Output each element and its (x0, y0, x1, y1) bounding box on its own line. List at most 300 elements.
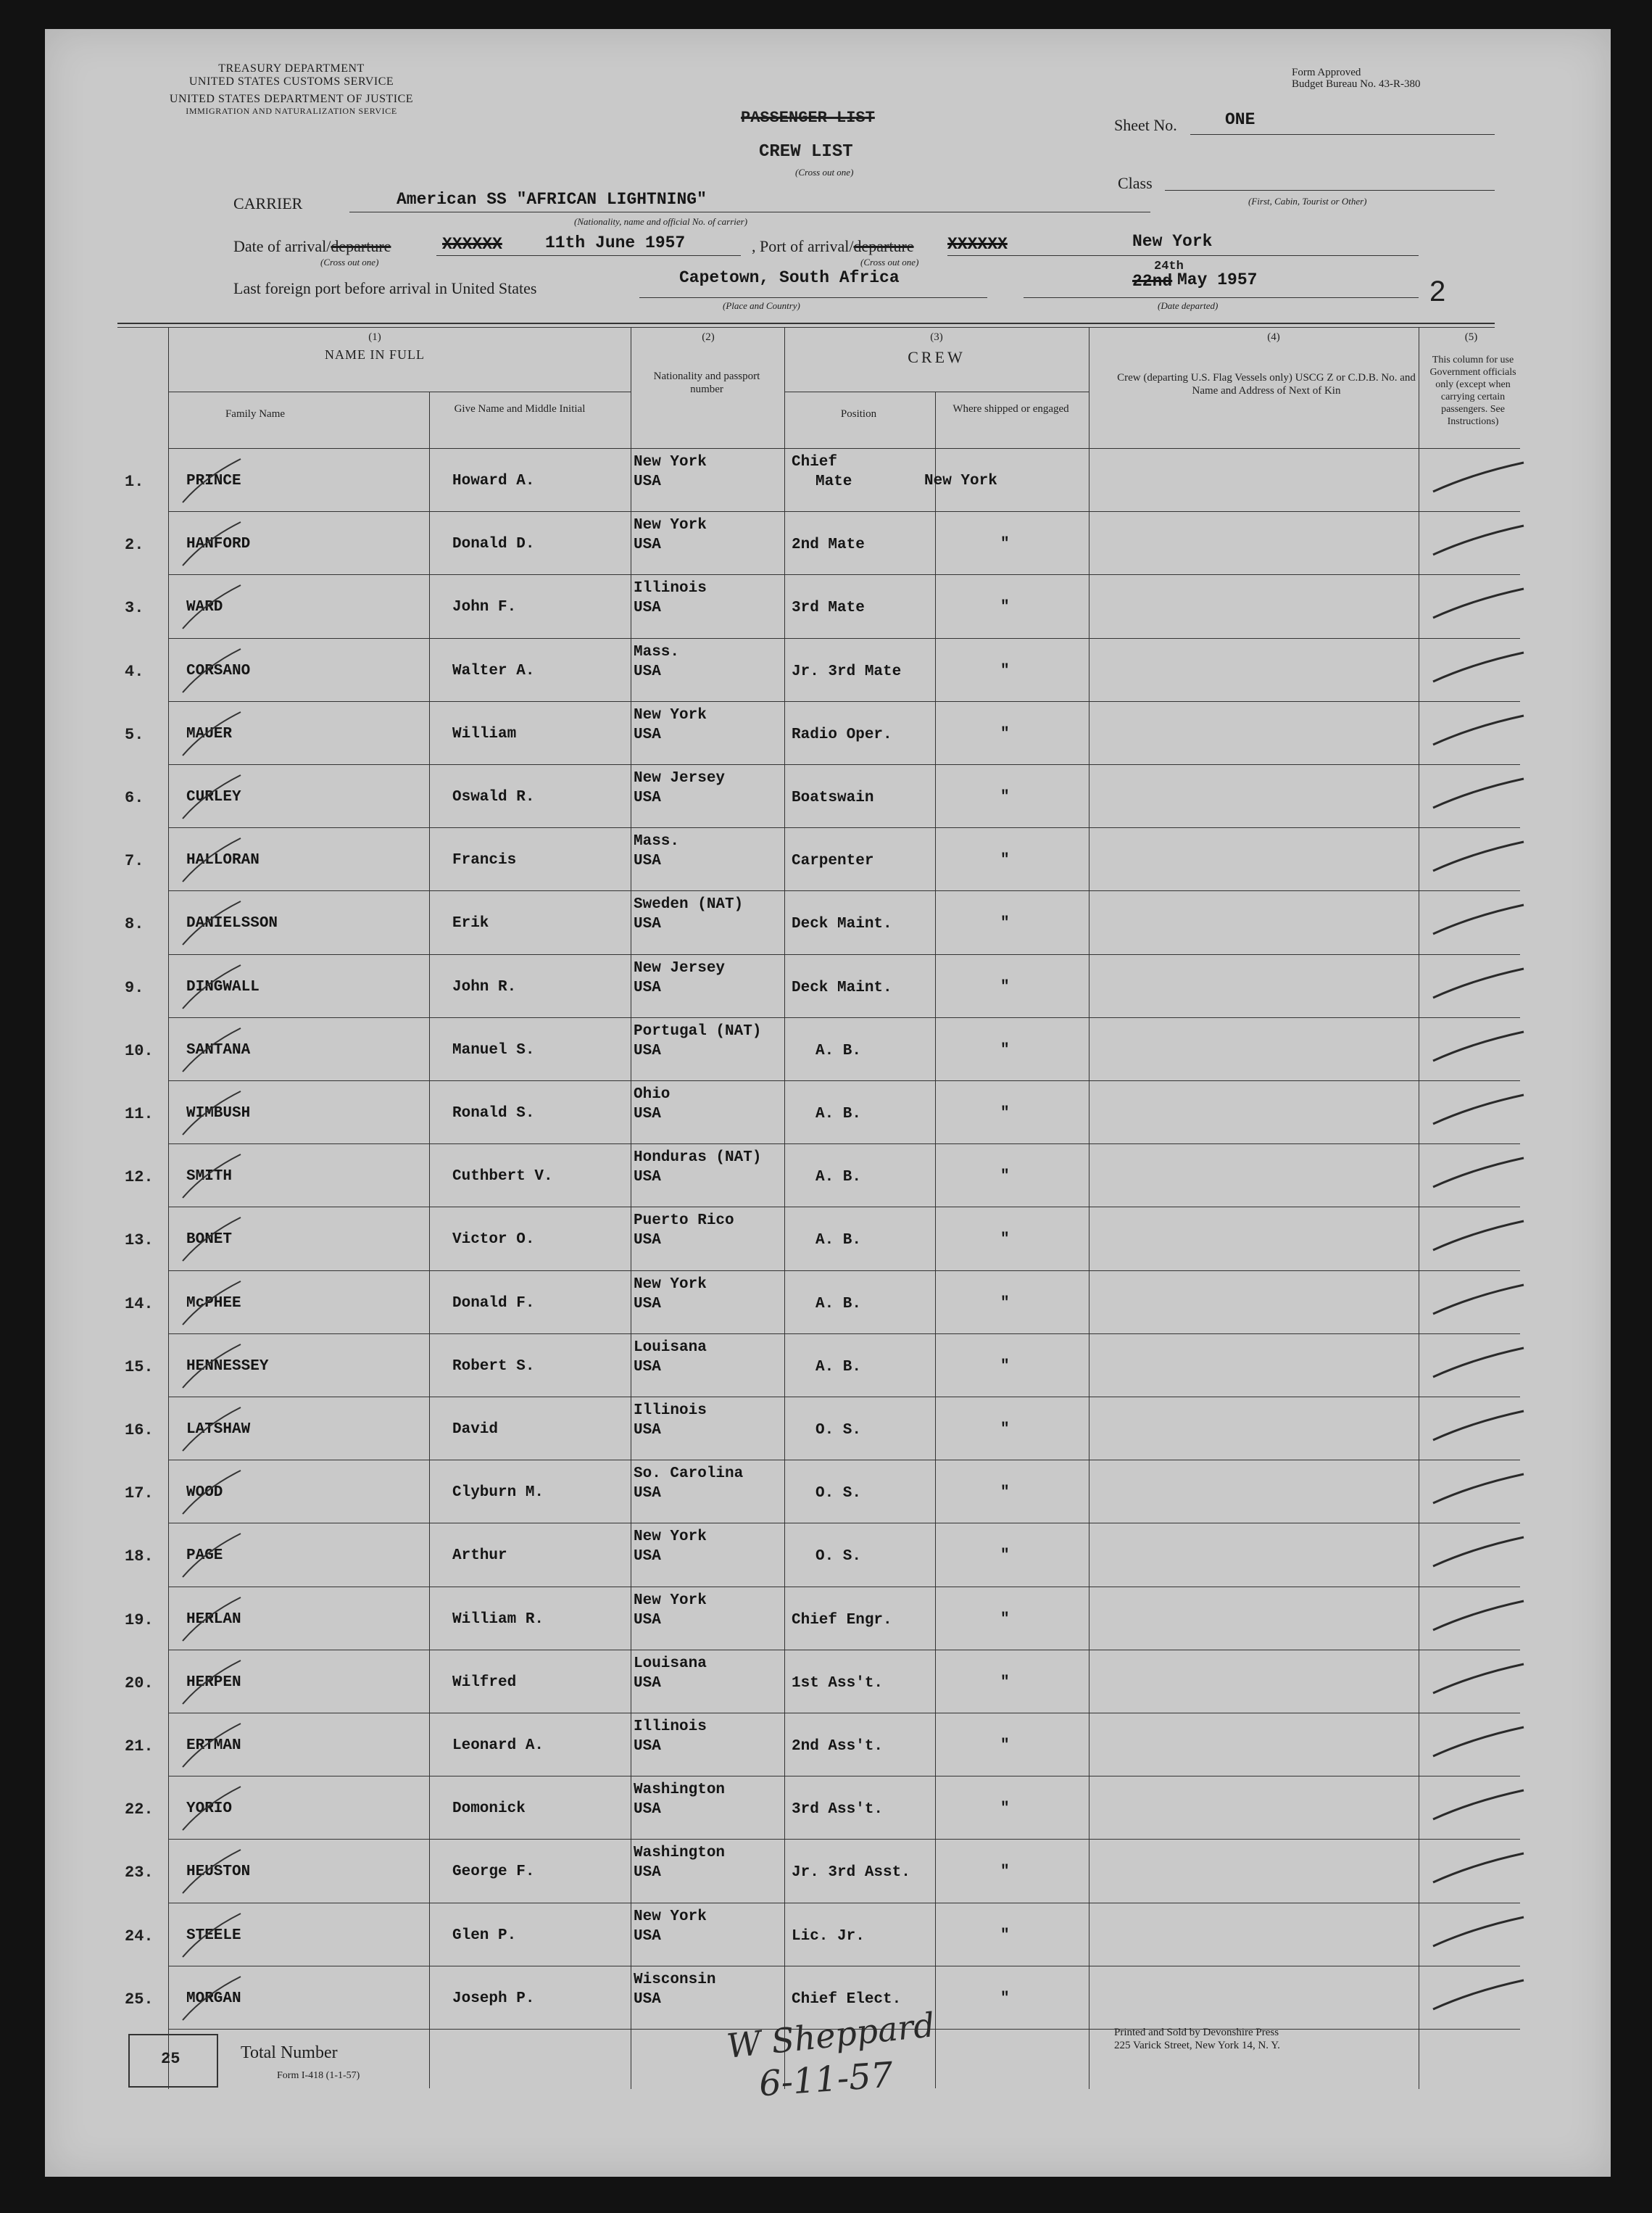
passport-country: USA (634, 1548, 661, 1565)
nationality: Louisana (634, 1655, 707, 1672)
review-tick-mark (1429, 961, 1531, 1005)
given-name: Victor O. (452, 1231, 535, 1249)
review-tick-mark (1429, 1151, 1531, 1194)
given-name: Francis (452, 852, 517, 869)
position: O. S. (815, 1485, 862, 1502)
row-number: 10. (125, 1041, 154, 1060)
table-row (45, 574, 1611, 637)
given-name: Donald D. (452, 536, 535, 553)
position: Carpenter (792, 853, 874, 870)
given-name: William R. (452, 1610, 544, 1628)
check-slash-mark (175, 898, 335, 948)
title-crew-list: CREW LIST (759, 142, 853, 162)
crew-list-document (45, 29, 1611, 2177)
position: O. S. (815, 1422, 862, 1439)
family-name: SANTANA (186, 1041, 251, 1059)
total-value: 25 (161, 2050, 180, 2068)
family-name: ERTMAN (186, 1737, 241, 1754)
passport-country: USA (634, 1990, 661, 2008)
check-slash-mark (175, 1214, 335, 1265)
page-mark: 2 (1429, 276, 1446, 307)
table-row (45, 764, 1611, 827)
nationality: Illinois (634, 1718, 707, 1735)
family-name: HERPEN (186, 1674, 241, 1691)
last-port-note: (Place and Country) (723, 300, 800, 311)
port-arrival-struck: XXXXXX (947, 235, 1008, 254)
table-row (45, 1903, 1611, 1966)
given-name: Wilfred (452, 1674, 517, 1691)
position: Radio Oper. (792, 726, 892, 743)
last-port-label: Last foreign port before arrival in United States (233, 279, 537, 297)
row-number: 14. (125, 1294, 154, 1313)
position: 3rd Mate (792, 600, 865, 617)
row-number: 15. (125, 1357, 154, 1376)
where-shipped: " (1000, 1990, 1010, 2007)
check-slash-mark (175, 518, 335, 569)
family-name: HANFORD (186, 536, 251, 553)
position: Chief Engr. (792, 1611, 892, 1629)
nationality: Washington (634, 1782, 726, 1799)
table-row (45, 1333, 1611, 1397)
review-tick-mark (1429, 645, 1531, 689)
review-tick-mark (1429, 582, 1531, 625)
check-slash-mark (175, 1846, 335, 1897)
position: Boatswain (792, 790, 874, 806)
port-arrival-label: , Port of arrival/departure (752, 237, 914, 255)
row-number: 20. (125, 1674, 154, 1692)
family-name: PRINCE (186, 473, 241, 489)
position: A. B. (815, 1358, 862, 1376)
carrier-value: American SS "AFRICAN LIGHTNING" (397, 190, 707, 209)
given-name: Walter A. (452, 662, 535, 679)
row-number: 25. (125, 1990, 154, 2009)
position: 1st Ass't. (792, 1674, 884, 1692)
given-name: Joseph P. (452, 1990, 535, 2007)
row-number: 7. (125, 852, 144, 871)
passport-country: USA (634, 1864, 661, 1882)
table-row (45, 827, 1611, 890)
review-tick-mark (1429, 835, 1531, 878)
date-arrival-struck: XXXXXX (442, 235, 502, 254)
nationality: Wisconsin (634, 1971, 716, 1988)
table-row (45, 638, 1611, 701)
family-name: MORGAN (186, 1990, 241, 2007)
check-slash-mark (175, 1720, 335, 1771)
given-name-header: Give Name and Middle Initial (454, 403, 586, 415)
family-name: WARD (186, 599, 223, 616)
position: 2nd Ass't. (792, 1738, 884, 1755)
given-name: Ronald S. (452, 1105, 535, 1122)
position: Chief Elect. (792, 1990, 902, 2008)
row-number: 2. (125, 536, 144, 555)
passport-country: USA (634, 726, 661, 743)
where-shipped-header: Where shipped or engaged (952, 403, 1069, 415)
review-tick-mark (1429, 1846, 1531, 1890)
row-number: 5. (125, 725, 144, 744)
signature-date: 6-11-57 (757, 2054, 895, 2105)
position-line-1: Chief (792, 454, 838, 471)
check-slash-mark (175, 1025, 335, 1075)
given-name: Clyburn M. (452, 1484, 544, 1502)
printer-line-2: 225 Varick Street, New York 14, N. Y. (1114, 2040, 1280, 2051)
position: O. S. (815, 1548, 862, 1565)
agency-justice: UNITED STATES DEPARTMENT OF JUSTICE (169, 93, 414, 105)
nationality: Illinois (634, 580, 707, 597)
passport-country: USA (634, 1169, 661, 1186)
col5-num: (5) (1464, 331, 1478, 343)
row-number: 11. (125, 1105, 154, 1123)
family-name: DANIELSSON (186, 915, 278, 932)
passport-country: USA (634, 853, 661, 870)
given-name: Manuel S. (452, 1041, 535, 1059)
family-name: HEUSTON (186, 1864, 251, 1881)
table-row (45, 1587, 1611, 1650)
family-name: MAUER (186, 725, 233, 743)
family-name: SMITH (186, 1168, 233, 1186)
check-slash-mark (175, 1088, 335, 1138)
table-row (45, 1776, 1611, 1839)
table-row (45, 1650, 1611, 1713)
table-row (45, 1207, 1611, 1270)
table-row (45, 1080, 1611, 1143)
table-row (45, 1143, 1611, 1207)
nationality: New York (634, 517, 707, 534)
review-tick-mark (1429, 1657, 1531, 1700)
passport-country: USA (634, 473, 661, 490)
row-number: 19. (125, 1610, 154, 1629)
nationality: So. Carolina (634, 1465, 744, 1483)
passport-country: USA (634, 1106, 661, 1122)
where-shipped: " (1000, 725, 1010, 743)
row-number: 18. (125, 1547, 154, 1566)
nationality: New York (634, 706, 707, 724)
check-slash-mark (175, 835, 335, 885)
table-row (45, 1839, 1611, 1902)
nationality: Honduras (NAT) (634, 1149, 762, 1167)
review-tick-mark (1429, 1278, 1531, 1321)
table-row (45, 448, 1611, 511)
date-departed-value: May 1957 (1177, 270, 1258, 289)
check-slash-mark (175, 961, 335, 1012)
form-number: Form I-418 (1-1-57) (277, 2070, 360, 2081)
where-shipped: " (1000, 1168, 1010, 1186)
nationality: New Jersey (634, 959, 726, 977)
position: A. B. (815, 1232, 862, 1249)
family-name: LATSHAW (186, 1421, 251, 1438)
sheet-no-label: Sheet No. (1114, 116, 1177, 134)
review-tick-mark (1429, 1025, 1531, 1068)
row-number: 23. (125, 1864, 154, 1882)
col1-num: (1) (368, 331, 381, 343)
col2-title: Nationality and passport number (653, 371, 760, 395)
given-name: Donald F. (452, 1294, 535, 1312)
check-slash-mark (175, 708, 335, 759)
table-row (45, 511, 1611, 574)
nationality: Mass. (634, 643, 680, 661)
position: 2nd Mate (792, 537, 865, 554)
agency-ins: IMMIGRATION AND NATURALIZATION SERVICE (186, 106, 397, 116)
review-tick-mark (1429, 1088, 1531, 1131)
family-name: HALLORAN (186, 852, 260, 869)
review-tick-mark (1429, 898, 1531, 941)
class-label: Class (1118, 174, 1153, 192)
row-number: 1. (125, 473, 144, 491)
check-slash-mark (175, 1783, 335, 1834)
date-departed-note: (Date departed) (1158, 300, 1219, 311)
passport-country: USA (634, 1927, 661, 1945)
check-slash-mark (175, 1910, 335, 1961)
budget-bureau: Budget Bureau No. 43-R-380 (1292, 78, 1421, 90)
nationality: Louisana (634, 1339, 707, 1356)
check-slash-mark (175, 1973, 335, 2024)
signature: W Sheppard (724, 2005, 937, 2066)
check-slash-mark (175, 1530, 335, 1581)
nationality: Ohio (634, 1086, 671, 1103)
where-shipped: " (1000, 978, 1010, 996)
where-shipped: " (1000, 599, 1010, 616)
col3-num: (3) (930, 331, 943, 343)
table-row (45, 1270, 1611, 1333)
check-slash-mark (175, 1151, 335, 1201)
passport-country: USA (634, 1611, 661, 1629)
row-number: 9. (125, 978, 144, 997)
agency-treasury: TREASURY DEPARTMENT (218, 62, 365, 75)
position: Deck Maint. (792, 916, 892, 933)
family-name: HERLAN (186, 1610, 241, 1628)
passport-country: USA (634, 1422, 661, 1439)
review-tick-mark (1429, 518, 1531, 562)
passport-country: USA (634, 1738, 661, 1755)
row-number: 17. (125, 1484, 154, 1503)
col4-num: (4) (1267, 331, 1280, 343)
carrier-label: CARRIER (233, 194, 303, 212)
row-number: 12. (125, 1168, 154, 1187)
where-shipped: " (1000, 789, 1010, 806)
row-number: 4. (125, 662, 144, 681)
nationality: Sweden (NAT) (634, 896, 744, 914)
where-shipped: " (1000, 1864, 1010, 1881)
family-name: STEELE (186, 1927, 241, 1944)
nationality: Portugal (NAT) (634, 1022, 762, 1040)
table-row (45, 1460, 1611, 1523)
check-slash-mark (175, 1341, 335, 1391)
table-row (45, 954, 1611, 1017)
date-departed-day-struck: 22nd (1132, 272, 1173, 291)
family-name: WOOD (186, 1484, 223, 1502)
review-tick-mark (1429, 708, 1531, 752)
check-slash-mark (175, 772, 335, 822)
check-slash-mark (175, 1657, 335, 1708)
given-name: Oswald R. (452, 789, 535, 806)
nationality: New York (634, 1908, 707, 1925)
position: Mate (815, 473, 852, 490)
review-tick-mark (1429, 1973, 1531, 2016)
check-slash-mark (175, 1404, 335, 1455)
family-name: YORIO (186, 1800, 233, 1818)
given-name: Howard A. (452, 473, 535, 489)
date-departed-day: 24th (1154, 260, 1184, 273)
where-shipped: " (1000, 1674, 1010, 1691)
carrier-note: (Nationality, name and official No. of carrier) (574, 216, 748, 227)
position-header: Position (840, 408, 877, 420)
position: A. B. (815, 1042, 862, 1059)
sheet-no-value: ONE (1225, 110, 1255, 129)
table-row (45, 1017, 1611, 1080)
passport-country: USA (634, 979, 661, 996)
row-number: 13. (125, 1231, 154, 1250)
title-passenger-struck: PASSENGER LIST (741, 109, 875, 127)
position: Jr. 3rd Asst. (792, 1864, 910, 1882)
review-tick-mark (1429, 1404, 1531, 1447)
review-tick-mark (1429, 1530, 1531, 1573)
position: 3rd Ass't. (792, 1801, 884, 1819)
table-row (45, 1523, 1611, 1586)
check-slash-mark (175, 1278, 335, 1328)
review-tick-mark (1429, 1594, 1531, 1637)
where-shipped: " (1000, 1927, 1010, 1944)
col5-title: This column for use Government officials only (except when carrying certain passengers. See Instructions) (1429, 355, 1516, 427)
class-note: (First, Cabin, Tourist or Other) (1248, 196, 1367, 207)
given-name: John R. (452, 978, 517, 996)
where-shipped: " (1000, 1610, 1010, 1628)
given-name: Domonick (452, 1800, 526, 1818)
where-shipped: " (1000, 662, 1010, 679)
nationality: New York (634, 1592, 707, 1609)
passport-country: USA (634, 663, 661, 680)
nationality: Illinois (634, 1402, 707, 1419)
nationality: New York (634, 1529, 707, 1546)
printer-line-1: Printed and Sold by Devonshire Press (1114, 2027, 1279, 2038)
row-number: 8. (125, 915, 144, 934)
where-shipped: " (1000, 1294, 1010, 1312)
where-shipped: " (1000, 915, 1010, 932)
given-name: Cuthbert V. (452, 1168, 553, 1186)
review-tick-mark (1429, 1214, 1531, 1257)
passport-country: USA (634, 1232, 661, 1249)
form-approved: Form Approved (1292, 67, 1361, 78)
passport-country: USA (634, 1042, 661, 1059)
port-arrival-note: (Cross out one) (860, 257, 919, 268)
check-slash-mark (175, 455, 335, 506)
row-number: 21. (125, 1737, 154, 1755)
family-name: DINGWALL (186, 978, 260, 996)
last-port-value: Capetown, South Africa (679, 268, 900, 287)
review-tick-mark (1429, 772, 1531, 815)
position: A. B. (815, 1169, 862, 1186)
nationality: Mass. (634, 833, 680, 851)
where-shipped: " (1000, 1357, 1010, 1375)
position: A. B. (815, 1295, 862, 1312)
given-name: Arthur (452, 1547, 507, 1565)
where-shipped: " (1000, 1105, 1010, 1122)
passport-country: USA (634, 1485, 661, 1502)
given-name: Glen P. (452, 1927, 517, 1944)
given-name: Erik (452, 915, 489, 932)
passport-country: USA (634, 600, 661, 617)
position: A. B. (815, 1106, 862, 1122)
nationality: New Jersey (634, 770, 726, 787)
given-name: George F. (452, 1864, 535, 1881)
col3-title: CREW (908, 348, 966, 366)
given-name: John F. (452, 599, 517, 616)
col1-title: NAME IN FULL (325, 347, 425, 362)
passport-country: USA (634, 916, 661, 933)
where-shipped: " (1000, 1547, 1010, 1565)
family-name: WIMBUSH (186, 1105, 251, 1122)
family-name: HENNESSEY (186, 1357, 269, 1375)
date-arrival-value: 11th June 1957 (545, 233, 686, 252)
table-row (45, 701, 1611, 764)
given-name: Robert S. (452, 1357, 535, 1375)
where-shipped: " (1000, 1737, 1010, 1754)
nationality: New York (634, 454, 707, 471)
table-row (45, 890, 1611, 954)
row-number: 24. (125, 1927, 154, 1945)
port-arrival-value: New York (1132, 232, 1213, 251)
passport-country: USA (634, 537, 661, 554)
given-name: William (452, 725, 517, 743)
family-name: McPHEE (186, 1294, 241, 1312)
date-arrival-label: Date of arrival/departure (233, 237, 391, 255)
table-row (45, 1397, 1611, 1460)
where-shipped: " (1000, 536, 1010, 553)
family-name-header: Family Name (225, 408, 286, 420)
position: Lic. Jr. (792, 1927, 865, 1945)
col4-title: Crew (departing U.S. Flag Vessels only) USCG Z or C.D.B. No. and Name and Address of Next of Kin (1117, 372, 1416, 397)
where-shipped: " (1000, 1041, 1010, 1059)
row-number: 6. (125, 789, 144, 807)
where-shipped: " (1000, 1421, 1010, 1438)
passport-country: USA (634, 790, 661, 806)
row-number: 22. (125, 1800, 154, 1819)
total-label: Total Number (241, 2043, 338, 2062)
agency-customs: UNITED STATES CUSTOMS SERVICE (188, 75, 394, 88)
where-shipped: " (1000, 1800, 1010, 1818)
check-slash-mark (175, 582, 335, 632)
check-slash-mark (175, 1594, 335, 1645)
row-number: 3. (125, 599, 144, 618)
review-tick-mark (1429, 1783, 1531, 1827)
passport-country: USA (634, 1358, 661, 1376)
family-name: BONET (186, 1231, 233, 1249)
passport-country: USA (634, 1801, 661, 1819)
table-row (45, 1713, 1611, 1776)
position: Deck Maint. (792, 979, 892, 996)
where-shipped: New York (924, 473, 997, 489)
family-name: CURLEY (186, 789, 241, 806)
where-shipped: " (1000, 1484, 1010, 1502)
col2-num: (2) (702, 331, 715, 343)
review-tick-mark (1429, 1341, 1531, 1384)
review-tick-mark (1429, 455, 1531, 499)
nationality: Puerto Rico (634, 1212, 734, 1230)
passport-country: USA (634, 1674, 661, 1692)
position: Jr. 3rd Mate (792, 663, 902, 680)
nationality: Washington (634, 1845, 726, 1862)
date-arrival-note: (Cross out one) (320, 257, 379, 268)
family-name: PAGE (186, 1547, 223, 1565)
where-shipped: " (1000, 1231, 1010, 1249)
title-cross-out-note: (Cross out one) (795, 167, 854, 178)
review-tick-mark (1429, 1467, 1531, 1510)
given-name: David (452, 1421, 499, 1438)
review-tick-mark (1429, 1910, 1531, 1953)
family-name: CORSANO (186, 662, 251, 679)
passport-country: USA (634, 1295, 661, 1312)
check-slash-mark (175, 645, 335, 696)
check-slash-mark (175, 1467, 335, 1518)
nationality: New York (634, 1275, 707, 1293)
